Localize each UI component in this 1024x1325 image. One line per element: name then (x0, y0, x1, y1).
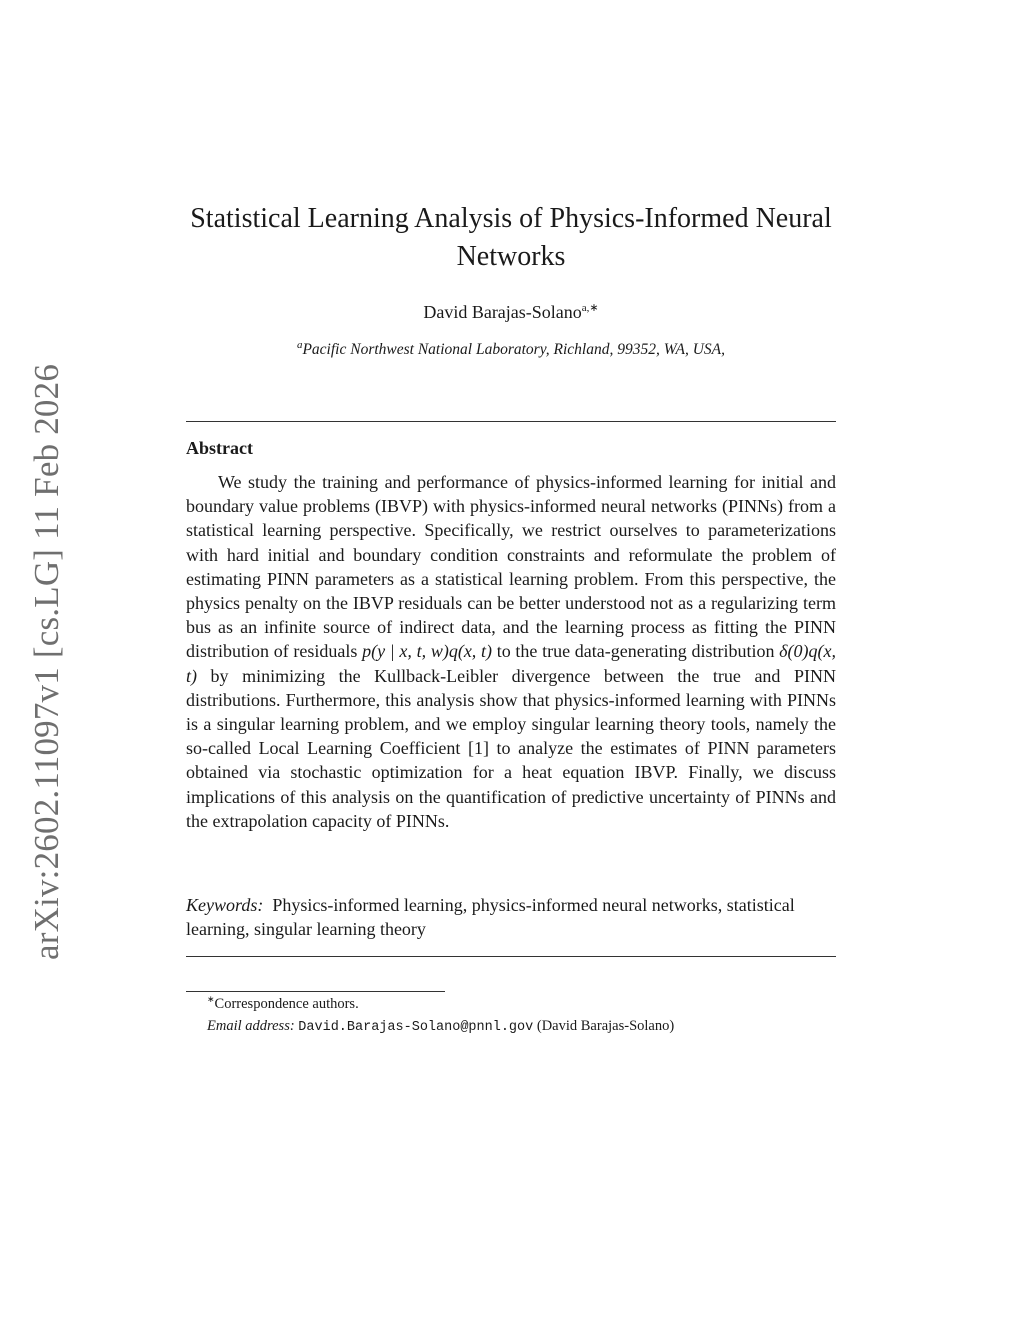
affiliation (186, 338, 836, 359)
author-line (186, 302, 836, 323)
abstract-bottom-rule (186, 956, 836, 957)
affiliation-mark: a (296, 338, 303, 351)
keywords-label: Keywords: (186, 895, 264, 915)
author-name: David Barajas-Solano (423, 302, 582, 322)
paper-title: Statistical Learning Analysis of Physics-Informed Neural Networks (190, 203, 832, 272)
abstract-heading: Abstract (186, 438, 253, 458)
author-affiliation-marks: a,∗ (581, 302, 599, 314)
email-label: Email address: (207, 1018, 295, 1034)
email-owner: (David Barajas-Solano) (536, 1018, 675, 1034)
email-address-link[interactable]: David.Barajas-Solano@pnnl.gov (298, 1020, 534, 1035)
keywords-text: Physics-informed learning, physics-informed neural networks, statistical learning, singular learning theory (186, 895, 795, 939)
abstract-math-true-distribution: δ(0)q(x, t) (186, 641, 836, 686)
abstract-text-part-3: by minimizing the Kullback-Leibler divergence between the true and PINN distributions. Furthermore, this analysis show that physics-informed learning with PINNs is a singular learning problem, and we employ singular learning theory tools, namely the so-called Local Learning Coefficient [1] to analyze the estimates of PINN parameters obtained via stochastic optimization for a heat equation IBVP. Finally, we discuss implications of this analysis on the quantification of predictive uncertainty of PINNs and the extrapolation capacity of PINNs. (186, 665, 836, 831)
abstract-math-residual-distribution: p(y | x, t, w)q(x, t) (362, 641, 493, 662)
footnote-correspondence-text: Correspondence authors. (214, 996, 359, 1012)
abstract-body (186, 470, 836, 833)
footnote-correspondence-mark: ∗ (207, 994, 215, 1005)
arxiv-identifier-stamp: arXiv:2602.11097v1 [cs.LG] 11 Feb 2026 (27, 363, 66, 961)
abstract-top-rule (186, 421, 836, 422)
keywords (186, 893, 836, 941)
abstract-text-part-1: We study the training and performance of physics-informed learning for initial and boundary value problems (IBVP) with physics-informed neural networks (PINNs) from a statistical learning perspective. Specifically, we restrict ourselves to parameterizations with hard initial and boundary condition constraints and reformulate the problem of estimating PINN parameters as a statistical learning problem. From this perspective, the physics penalty on the IBVP residuals can be better understood not as a regularizing term bus as an infinite source of indirect data, and the learning process as fitting the PINN distribution of residuals (186, 472, 836, 662)
affiliation-text: Pacific Northwest National Laboratory, Richland, 99352, WA, USA, (302, 341, 726, 358)
footnote-email (186, 1016, 836, 1038)
footnote-correspondence (186, 994, 836, 1014)
footnote-rule (186, 991, 445, 992)
abstract-text-part-2: to the true data-generating distribution (492, 641, 780, 662)
